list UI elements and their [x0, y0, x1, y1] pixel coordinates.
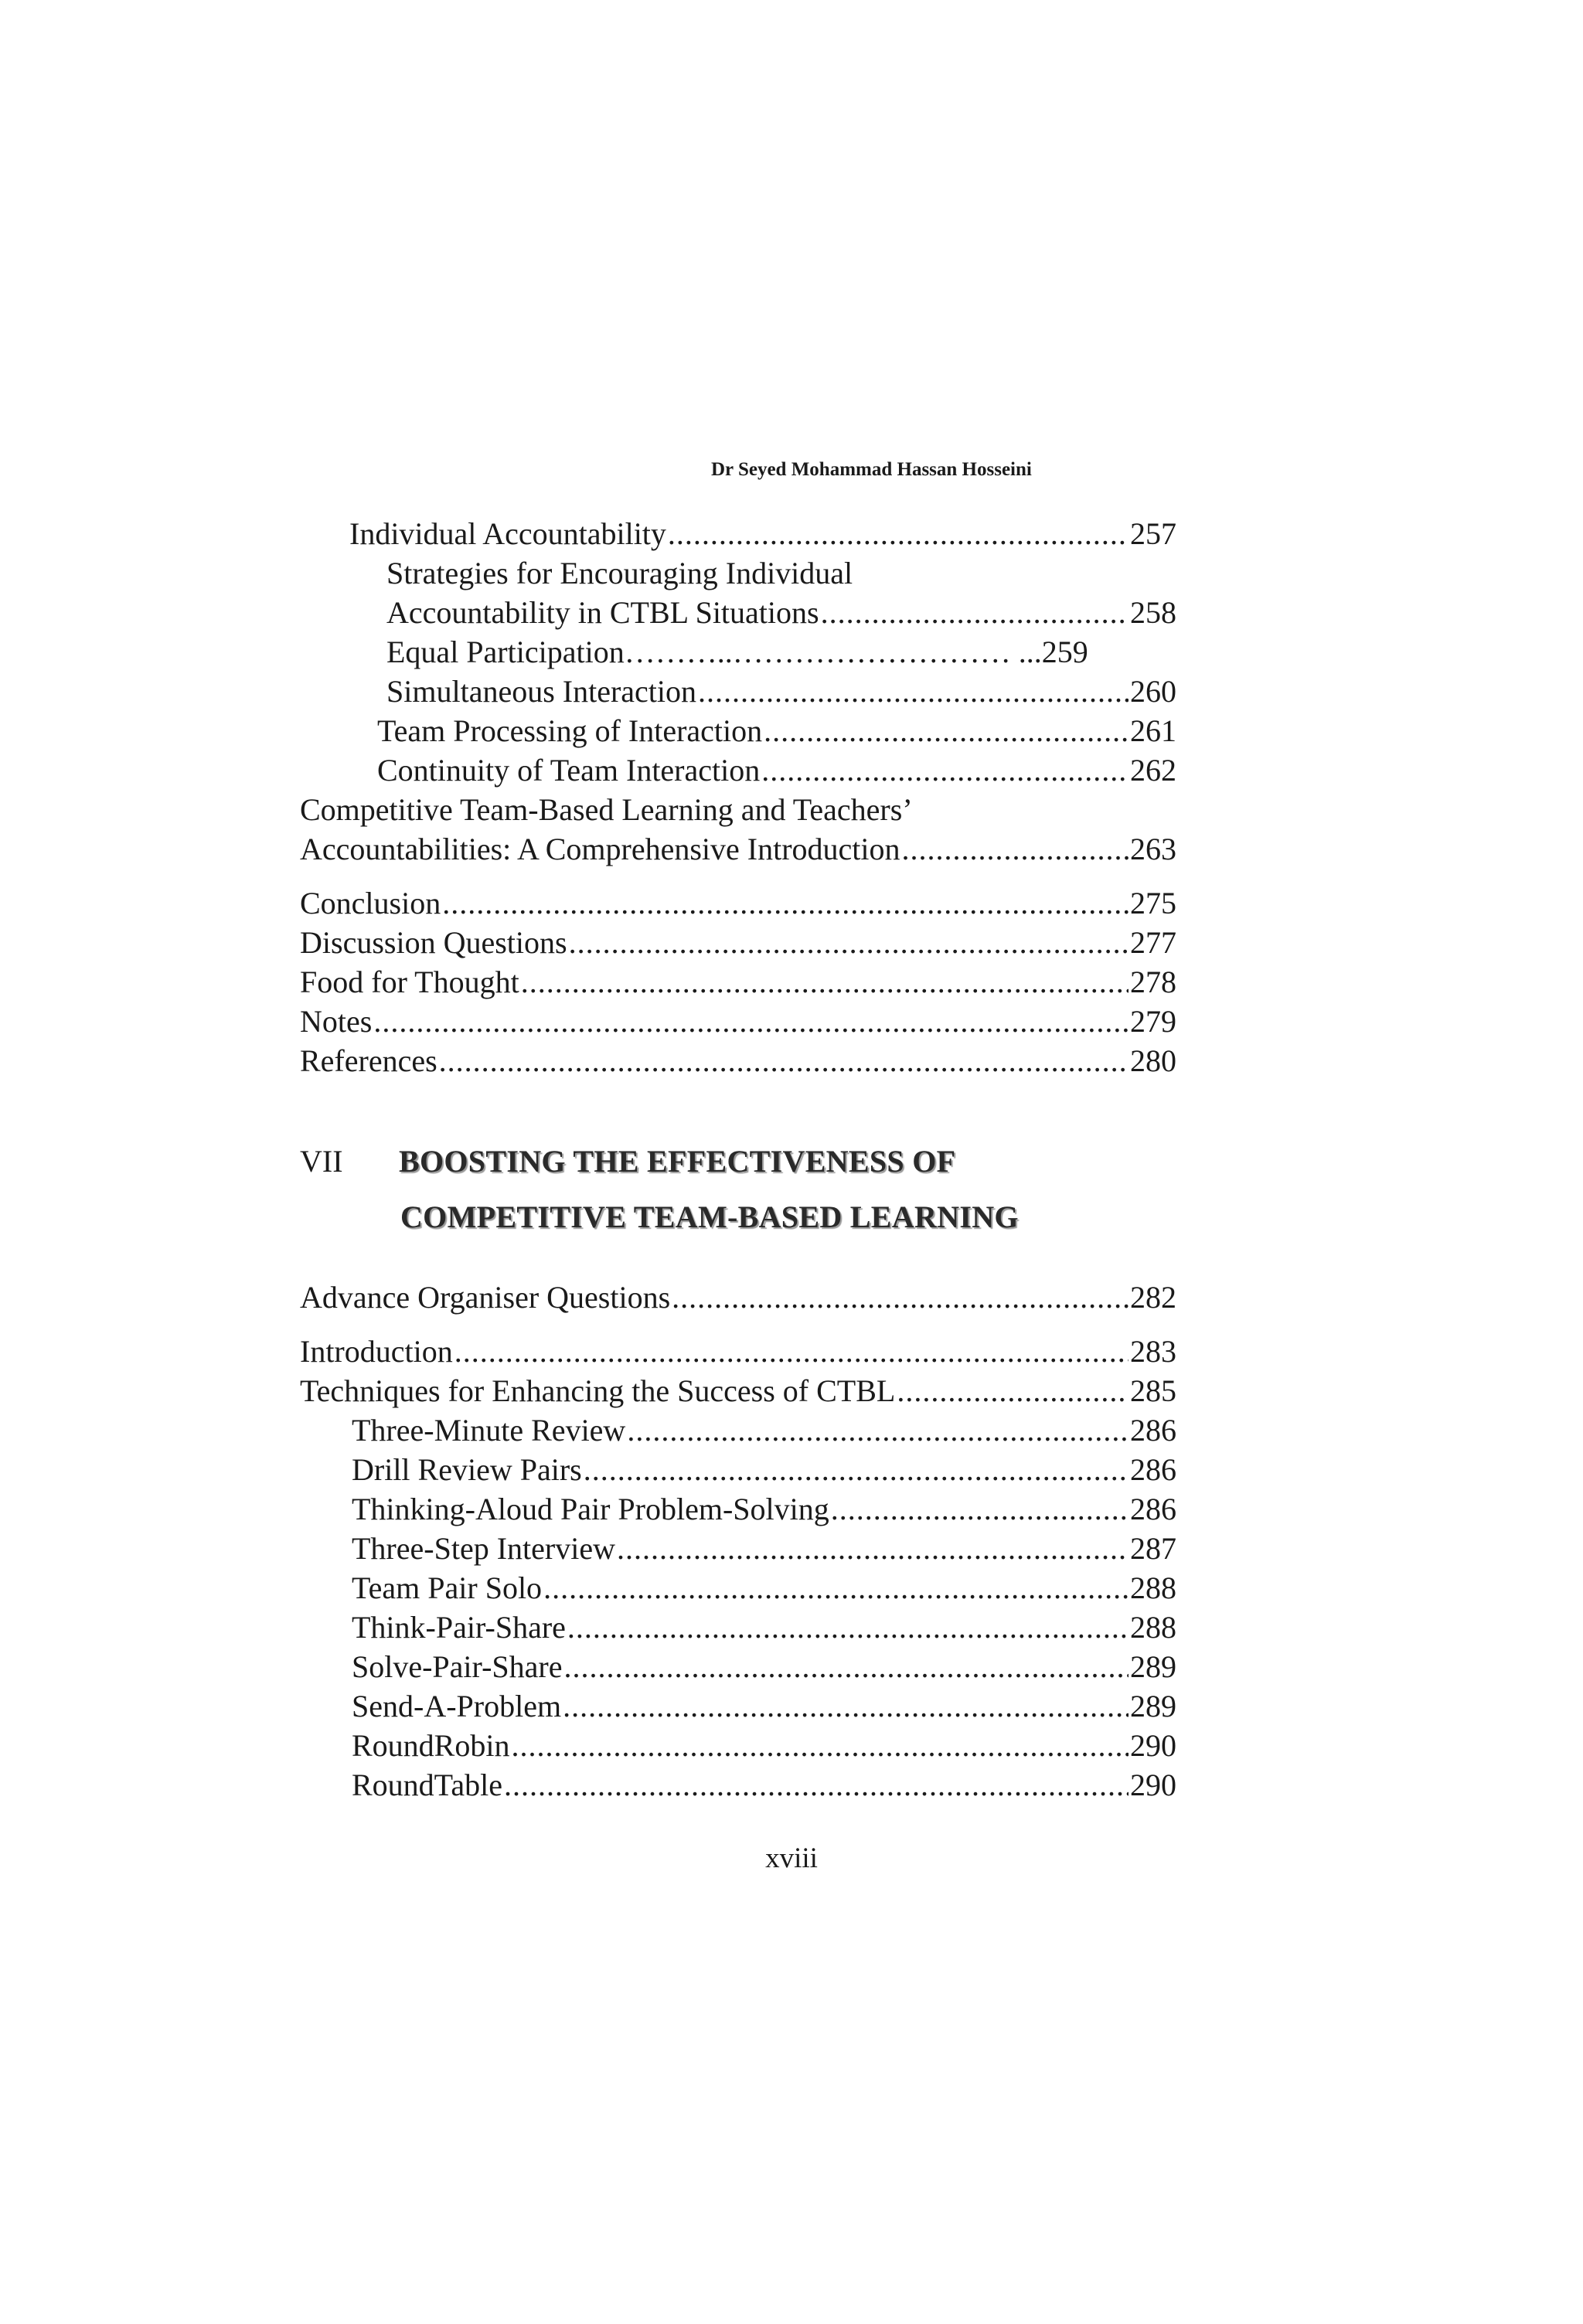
toc-entry-title: Team Processing of Interaction [377, 713, 763, 748]
toc-entry [352, 1687, 1176, 1726]
toc-entry-page: 261 [1130, 713, 1176, 748]
dot-leader [543, 1569, 1129, 1608]
toc-entry-page: 286 [1130, 1413, 1176, 1448]
toc-entry-title: Send-A-Problem [352, 1689, 562, 1723]
toc-entry-page: 275 [1130, 886, 1176, 920]
dot-leader [563, 1687, 1129, 1726]
toc-entry-title: Notes [300, 1004, 373, 1039]
toc-entry-page: 262 [1130, 753, 1176, 788]
toc-entry [352, 1569, 1176, 1608]
toc-entry-title: Team Pair Solo [352, 1570, 543, 1605]
toc-entry [352, 1766, 1176, 1805]
toc-entry [300, 1332, 1176, 1371]
toc-entry-page: 283 [1130, 1334, 1176, 1369]
toc-entry [386, 594, 1176, 632]
toc-entry-title: Solve-Pair-Share [352, 1649, 563, 1684]
dot-leader [504, 1766, 1129, 1805]
toc-entry-page: 258 [1130, 595, 1176, 630]
toc-entry-title: References [300, 1043, 437, 1078]
toc-entry [300, 1002, 1176, 1041]
toc-entry [386, 672, 1176, 711]
toc-entry [352, 1451, 1176, 1489]
toc-entry [352, 1727, 1176, 1765]
running-header: Dr Seyed Mohammad Hassan Hosseini [711, 459, 1032, 480]
toc-entry [300, 963, 1176, 1002]
toc-entry-title: Advance Organiser Questions [300, 1280, 671, 1315]
dot-leader [439, 1042, 1129, 1080]
toc-entry [300, 924, 1176, 962]
toc-entry-title: Equal Participation………..……………………… ...259 [386, 635, 1088, 669]
toc-entry-title: Techniques for Enhancing the Success of CTBL [300, 1373, 896, 1408]
toc-entry-page: 286 [1130, 1452, 1176, 1487]
dot-leader [563, 1648, 1129, 1686]
toc-entry [352, 1648, 1176, 1686]
toc-entry-page: 260 [1130, 674, 1176, 709]
dot-leader [511, 1727, 1129, 1765]
dot-leader [521, 963, 1129, 1002]
dot-leader [668, 515, 1129, 553]
toc-entry-page: 257 [1130, 516, 1176, 551]
toc-entry [377, 751, 1176, 790]
toc-entry-title: Conclusion [300, 886, 441, 920]
toc-entry-page: 288 [1130, 1570, 1176, 1605]
dot-leader [831, 1490, 1129, 1529]
toc-entry-page: 288 [1130, 1610, 1176, 1645]
chapter-title-line-1: BOOSTING THE EFFECTIVENESS OF [399, 1144, 956, 1179]
toc-entry-page: 285 [1130, 1373, 1176, 1408]
dot-leader [567, 1608, 1129, 1647]
toc-entry-page: 263 [1130, 832, 1176, 866]
dot-leader [821, 594, 1129, 632]
toc-entry-page: 282 [1130, 1280, 1176, 1315]
toc-entry [300, 884, 1176, 923]
toc-entry-title: Think-Pair-Share [352, 1610, 566, 1645]
toc-entry-title: Strategies for Encouraging Individual [386, 556, 853, 590]
toc-entry-title: RoundTable [352, 1768, 502, 1802]
toc-entry-page: 280 [1130, 1043, 1176, 1078]
dot-leader [569, 924, 1129, 962]
toc-entry [352, 1411, 1176, 1450]
toc-entry-page: 278 [1130, 965, 1176, 999]
dot-leader [698, 672, 1129, 711]
dot-leader [627, 1411, 1129, 1450]
toc-entry-title: Continuity of Team Interaction [377, 753, 761, 788]
toc-entry-title: Discussion Questions [300, 925, 567, 960]
dot-leader [902, 830, 1129, 869]
dot-leader [373, 1002, 1129, 1041]
chapter-number: VII [300, 1144, 343, 1179]
toc-entry-page: 289 [1130, 1689, 1176, 1723]
toc-entry [377, 712, 1176, 750]
toc-entry-page: 290 [1130, 1728, 1176, 1763]
toc-entry [352, 1529, 1176, 1568]
toc-entry-title: Drill Review Pairs [352, 1452, 582, 1487]
page-number: xviii [765, 1843, 818, 1874]
toc-entry-title: Accountabilities: A Comprehensive Introduction [300, 832, 900, 866]
toc-entry-title: Simultaneous Interaction [386, 674, 697, 709]
dot-leader [672, 1278, 1129, 1317]
dot-leader [442, 884, 1129, 923]
dot-leader [761, 751, 1129, 790]
toc-entry-title: Accountability in CTBL Situations [386, 595, 819, 630]
toc-entry-title: Individual Accountability [349, 516, 666, 551]
dot-leader [454, 1332, 1129, 1371]
toc-entry [349, 515, 1176, 553]
toc-entry-title: Three-Minute Review [352, 1413, 626, 1448]
toc-entry-page: 289 [1130, 1649, 1176, 1684]
toc-entry-page: 287 [1130, 1531, 1176, 1566]
toc-entry-title: Three-Step Interview [352, 1531, 615, 1566]
dot-leader [897, 1372, 1129, 1410]
toc-entry [352, 1608, 1176, 1647]
toc-entry [352, 1490, 1176, 1529]
toc-entry-title: Thinking-Aloud Pair Problem-Solving [352, 1492, 829, 1526]
chapter-title-line-2: COMPETITIVE TEAM-BASED LEARNING [400, 1199, 1019, 1234]
toc-entry-title: RoundRobin [352, 1728, 510, 1763]
dot-leader [584, 1451, 1129, 1489]
toc-entry-title: Introduction [300, 1334, 453, 1369]
dot-leader [764, 712, 1129, 750]
toc-entry-page: 277 [1130, 925, 1176, 960]
toc-entry-page: 279 [1130, 1004, 1176, 1039]
toc-entry [300, 830, 1176, 869]
toc-entry-title: Food for Thought [300, 965, 519, 999]
toc-entry [300, 1278, 1176, 1317]
toc-entry-page: 286 [1130, 1492, 1176, 1526]
toc-entry-page: 290 [1130, 1768, 1176, 1802]
toc-entry [300, 1042, 1176, 1080]
toc-entry [300, 1372, 1176, 1410]
dot-leader [617, 1529, 1129, 1568]
toc-entry-title: Competitive Team-Based Learning and Teachers’ [300, 792, 913, 827]
